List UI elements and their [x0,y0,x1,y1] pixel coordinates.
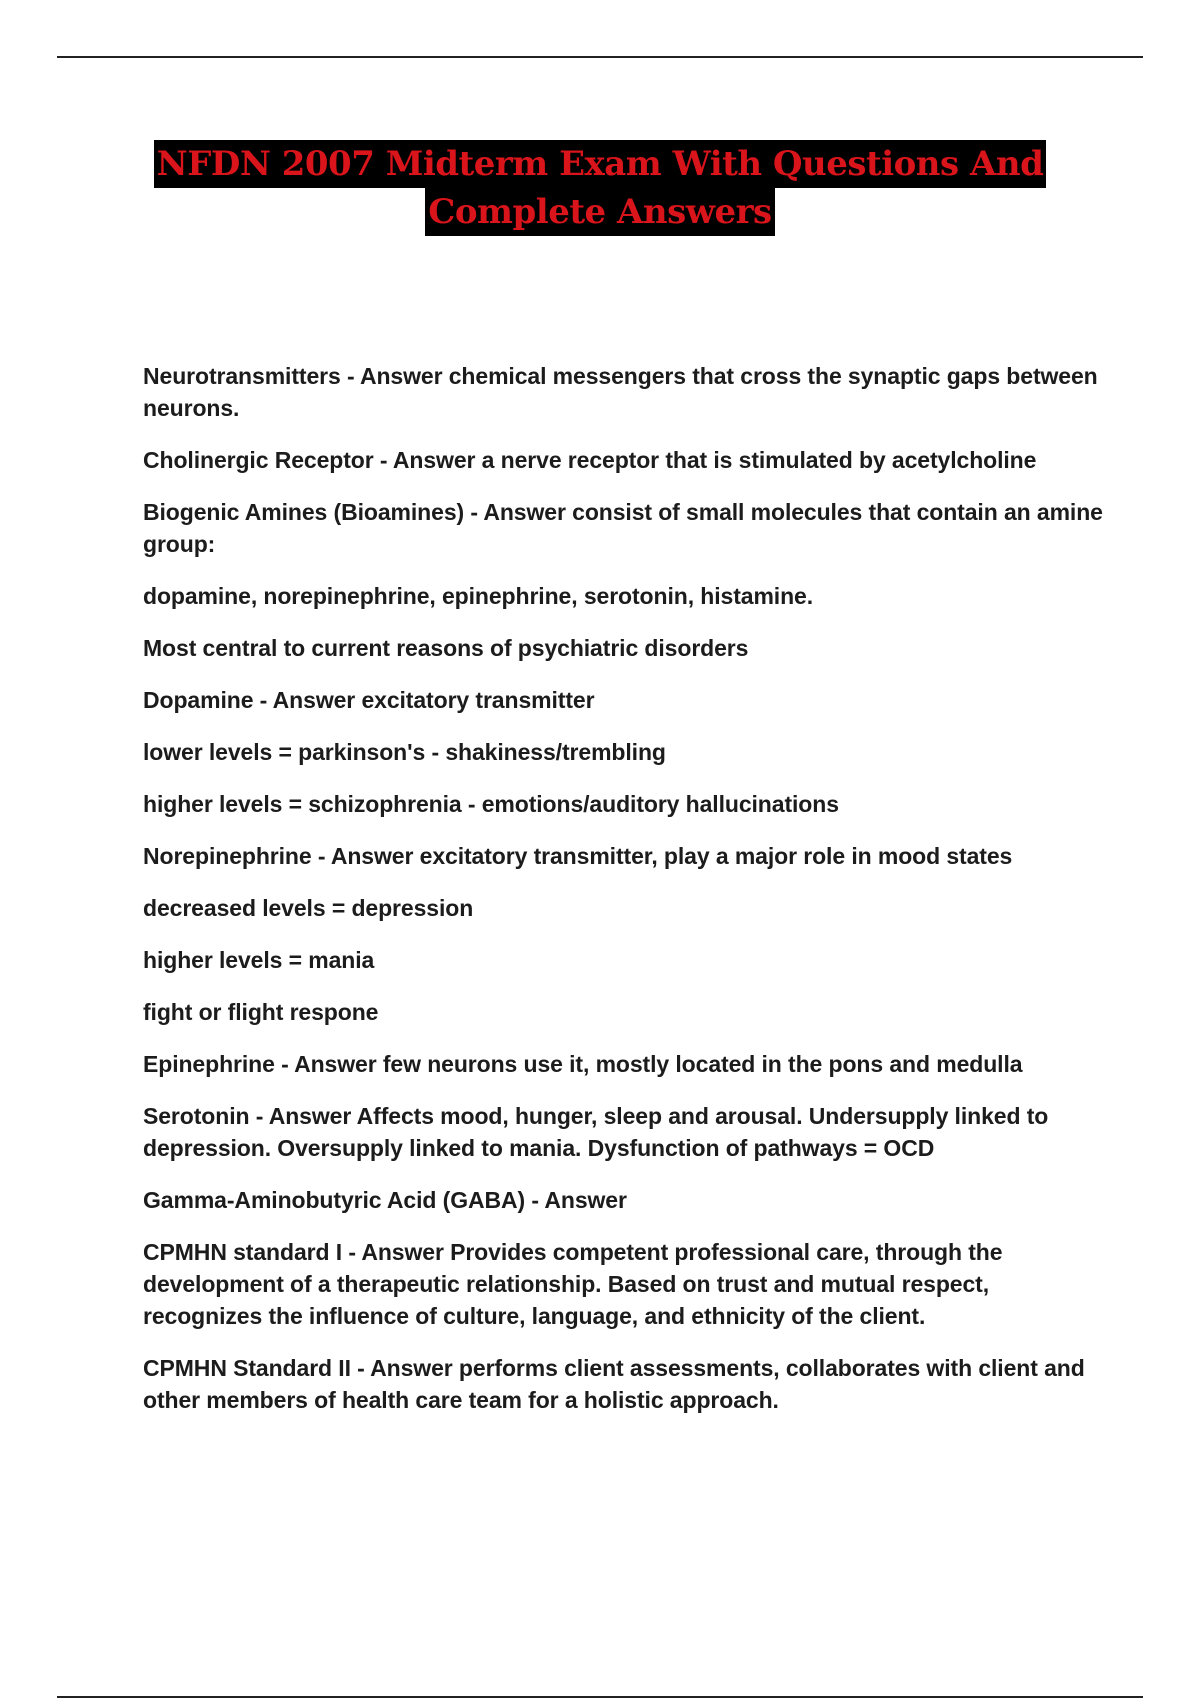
document-body [143,360,1103,1436]
entry-cpmhn-standard-1: CPMHN standard I - Answer Provides competent professional care, through the development of a therapeutic relationship. Based on trust and mutual respect, recognizes the influence of culture, language, and ethnicity of the client. [143,1239,1003,1329]
entry-cpmhn-standard-2: CPMHN Standard II - Answer performs client assessments, collaborates with client and other members of health care team for a holistic approach. [143,1355,1085,1413]
entry-serotonin: Serotonin - Answer Affects mood, hunger, sleep and arousal. Undersupply linked to depression. Oversupply linked to mania. Dysfunction of pathways = OCD [143,1103,1049,1161]
entry-norepinephrine-decreased: decreased levels = depression [143,895,474,921]
entry-norepinephrine: Norepinephrine - Answer excitatory transmitter, play a major role in mood states [143,843,1013,869]
document-title [0,140,1200,236]
entry-dopamine-higher: higher levels = schizophrenia - emotions/auditory hallucinations [143,791,839,817]
entry-gaba: Gamma-Aminobutyric Acid (GABA) - Answer [143,1187,627,1213]
entry-neurotransmitters: Neurotransmitters - Answer chemical messengers that cross the synaptic gaps between neurons. [143,363,1098,421]
entry-dopamine: Dopamine - Answer excitatory transmitter [143,687,595,713]
entry-norepinephrine-higher: higher levels = mania [143,947,375,973]
entry-fight-or-flight: fight or flight respone [143,999,379,1025]
entry-biogenic-amines: Biogenic Amines (Bioamines) - Answer consist of small molecules that contain an amine group: [143,499,1103,557]
entry-amine-list: dopamine, norepinephrine, epinephrine, serotonin, histamine. [143,583,814,609]
title-line-1: NFDN 2007 Midterm Exam With Questions And [154,140,1047,188]
title-line-2: Complete Answers [425,188,774,236]
entry-epinephrine: Epinephrine - Answer few neurons use it, mostly located in the pons and medulla [143,1051,1023,1077]
entry-most-central: Most central to current reasons of psychiatric disorders [143,635,749,661]
header-divider [57,56,1143,58]
footer-divider [57,1696,1143,1698]
entry-cholinergic-receptor: Cholinergic Receptor - Answer a nerve receptor that is stimulated by acetylcholine [143,447,1037,473]
entry-dopamine-lower: lower levels = parkinson's - shakiness/trembling [143,739,666,765]
